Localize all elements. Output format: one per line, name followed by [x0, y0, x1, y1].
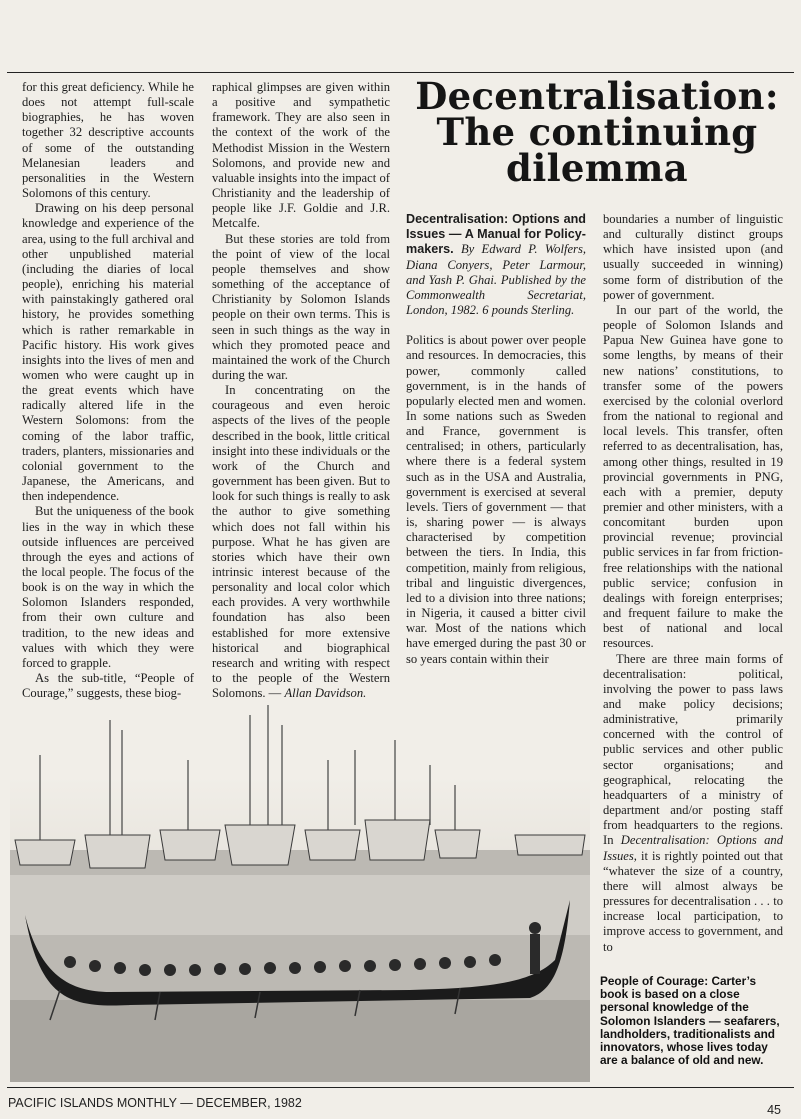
headline-line: Decentralisation: — [415, 74, 779, 118]
paragraph — [212, 383, 390, 701]
paragraph: Drawing on his deep personal knowledge and experience of the area, using to the full archival and other unpublished material (including the diaries of local people), enriching his material with painstakingly gathered oral history, he provides something which is rather remarkable in Pacific history. His work gives insights into the lives of men and women who were caught up in the great events which have radically altered life in the Western Solomons: from the coming of the labor traffic, traders, planters, missionaries and colonial government to the Japanese, the Americans, and then independence. — [22, 201, 194, 504]
paragraph: raphical glimpses are given within a positive and sympathetic framework. They are also seen in the context of the work of the Methodist Mission in the Western Solomons, and provide new and valuable insights into the impact of Christianity and the leadership of people like J.F. Goldie and J.R. Metcalfe. — [212, 80, 390, 231]
paragraph: for this great deficiency. While he does not attempt full-scale biographies, he has woven together 32 descriptive accounts of some of the outstanding Melanesian leaders and personalities in the Western Solomons of this century. — [22, 80, 194, 201]
caption-label: People of Courage: — [600, 974, 709, 988]
decentralisation-column-2 — [603, 212, 783, 955]
paragraph: As the sub-title, “People of Courage,” suggests, these biog- — [22, 671, 194, 701]
paragraph: Politics is about power over people and resources. In democracies, this power, commonly called government, is in the hands of popularly elected men and women. In some nations such as Sweden and France, government is centralised; in others, particularly where there is a federal system such as in the USA and Australia, government is exercised at several levels. Tiers of government — that is, sharing power — is always characterised by competition between the tiers. In India, this competition, mainly from religious, tribal and linguistic divergences, led to a division into three nations; in Nigeria, it caused a bitter civil war. Most of the nations which have emerged during the past 30 or so years contain within their — [406, 333, 586, 666]
paragraph: In our part of the world, the people of Solomon Islands and Papua New Guinea have gone to some lengths, by means of their new nations’ constitutions, to transfer some of the powers exercised by the colonial overlord from the national to regional and local levels. This transfer, often referred to as decentralisation, has, among other things, resulted in 19 provincial governments in PNG, each with a premier, deputy premier and other ministers, with a concomitant burden upon provincial revenue; provincial public services in far from friction-free relationships with the national public service; confusion in dealings with foreign enterprises; and frequent failure to make the best of national and local resources. — [603, 302, 783, 651]
author-signature: Allan Davidson. — [284, 686, 367, 701]
photo-caption — [600, 975, 785, 1067]
page-number: 45 — [767, 1103, 781, 1117]
paragraph: But these stories are told from the point of view of the local people themselves and show something of the acceptance of Christianity by Solomon Islands people on their own terms. This is seen in such things as the way in which they promoted peace and maintained the work of the Church during the war. — [212, 231, 390, 382]
headline-line: dilemma — [506, 146, 688, 190]
footer-rule — [7, 1087, 794, 1088]
paragraph-text: it is rightly pointed out that “whatever the size of a country, there will almost always be pressures for decentralisation . . . to increase local participation, to improve access to government, and to — [603, 848, 783, 954]
paragraph — [603, 652, 783, 955]
article-headline — [405, 74, 789, 190]
magazine-footer: PACIFIC ISLANDS MONTHLY — DECEMBER, 1982 — [8, 1096, 302, 1110]
caption-text: Carter’s book is based on a close personal knowledge of the Solomon Islanders — seafarers, landholders, traditionalists and innovators, whose lives today are a balance of old and new. — [600, 974, 780, 1068]
book-title: Decentralisation: Options and Issues — A Manual for Policy-makers. — [406, 212, 586, 257]
headline-line: The continuing — [436, 110, 758, 154]
harbour-canoe-image — [10, 700, 590, 1082]
paragraph-text: In concentrating on the courageous and even heroic aspects of the lives of the people described in the book, little critical insight into these individuals or the work of the Church and government has been given. But to look for such things is really to ask the author to give something which does not fall within his purpose. What he has given are stories which have their own intrinsic interest because of the personality and local color which each provides. A very worthwhile foundation has also been established for more extensive historical and biographical research and writing with respect to the people of the Western Solomons. — — [212, 383, 390, 701]
review-column-1 — [22, 80, 194, 701]
book-credits: By Edward P. Wolfers, Diana Conyers, Peter Larmour, and Yash P. Ghai. Published by the Commonwealth Secretariat, London, 1982. 6 pounds Sterling. — [406, 242, 586, 318]
paragraph: boundaries a number of linguistic and culturally distinct groups which have insisted upon (and usually succeeded in winning) some form of distribution of the power of government. — [603, 212, 783, 302]
decentralisation-column-1 — [406, 212, 586, 667]
top-rule — [7, 72, 794, 73]
book-citation — [406, 212, 586, 318]
paragraph: But the uniqueness of the book lies in the way in which these outside influences are perceived through the eyes and actions of the local people. The focus of the book is on the way in which the Solomon Islanders responded, from their own culture and tradition, to the new ideas and values with which they were forced to grapple. — [22, 504, 194, 670]
canoe-photo — [10, 700, 590, 1082]
review-column-2 — [212, 80, 390, 701]
book-title-inline: Decentralisation: Options and Issues, — [603, 833, 783, 863]
paragraph-text: There are three main forms of decentralisation: political, involving the power to pass laws and make policy decisions; administrative, primarily concerned with the control of public services and other public sector organisations; and geographical, relocating the headquarters of a ministry of department and/or posting staff from headquarters to the regions. In — [603, 651, 783, 848]
